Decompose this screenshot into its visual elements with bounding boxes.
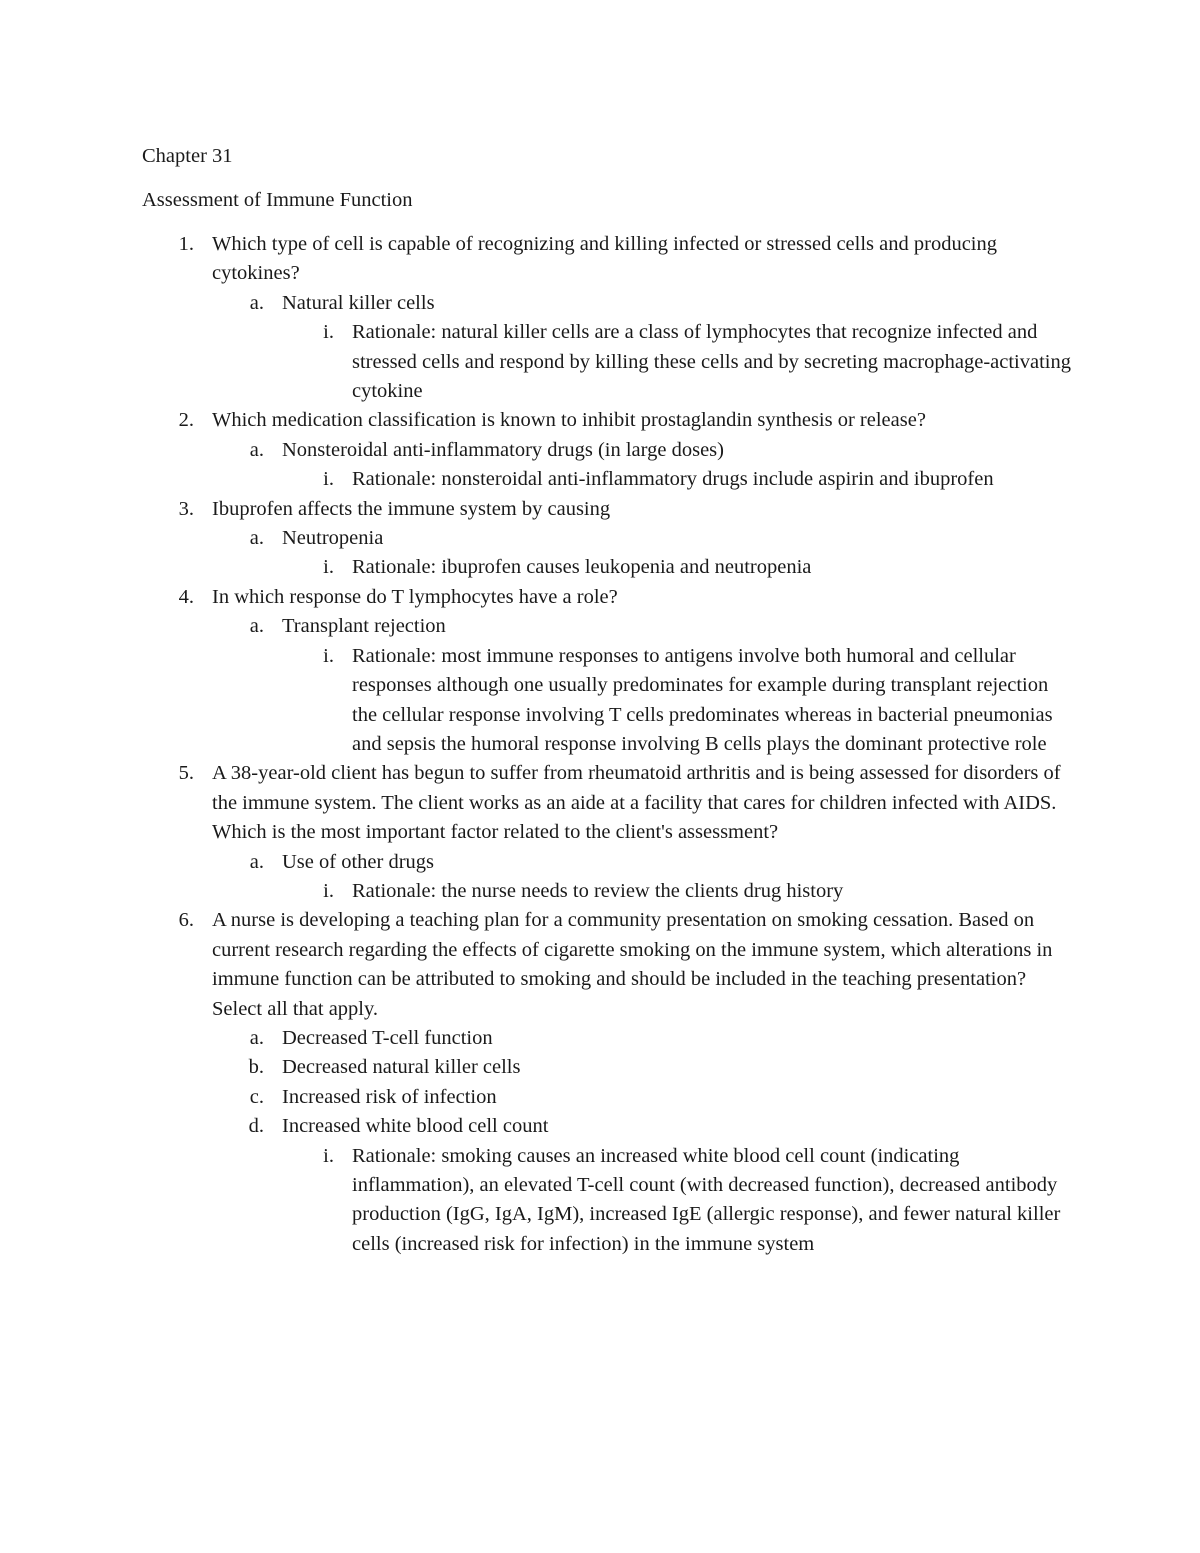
rationale-marker: i. [323,321,334,344]
question-text: Which medication classification is known to inhibit prostaglandin synthesis or release? [212,409,926,432]
rationale-item [282,877,1072,906]
question-number: 6. [178,909,194,932]
rationale-item [282,553,1072,582]
answer-item [212,1083,1072,1112]
question-text: In which response do T lymphocytes have a role? [212,585,618,608]
question-item [142,230,1072,289]
answer-letter: d. [248,1115,264,1138]
answer-text: Increased white blood cell count [282,1115,549,1138]
rationale-marker: i. [323,1144,334,1167]
answer-text: Decreased T-cell function [282,1026,493,1049]
rationale-text: Rationale: natural killer cells are a class of lymphocytes that recognize infected and stressed cells and respond by killing these cells and by secreting macrophage-activating cytokine [352,321,1071,403]
answer-text: Transplant rejection [282,615,446,638]
answer-text: Increased risk of infection [282,1085,497,1108]
question-number: 3. [178,497,194,520]
answer-text: Decreased natural killer cells [282,1056,521,1079]
answer-text: Natural killer cells [282,291,435,314]
answer-item [212,1024,1072,1053]
answer-item [212,436,1072,465]
question-number: 1. [178,233,194,255]
answer-letter: a. [249,850,264,873]
answer-item [212,1112,1072,1141]
question-item [142,406,1072,435]
document-title: Assessment of Immune Function [142,189,413,211]
rationale-text: Rationale: most immune responses to antigens involve both humoral and cellular responses although one usually predominates for example during transplant rejection the cellular response involving T cells predominates whereas in bacterial pneumonias and sepsis the humoral response involving B cells plays the dominant protective role [352,644,1053,755]
rationale-text: Rationale: ibuprofen causes leukopenia and neutropenia [352,556,812,579]
question-list [142,230,1072,1259]
rationale-marker: i. [323,468,334,491]
question-number: 2. [178,409,194,432]
rationale-marker: i. [323,644,334,667]
answer-letter: a. [249,1026,264,1049]
answer-letter: a. [249,291,264,314]
answer-text: Neutropenia [282,527,384,550]
answer-letter: a. [249,615,264,638]
question-item [142,495,1072,524]
rationale-text: Rationale: the nurse needs to review the clients drug history [352,879,844,902]
question-text: Ibuprofen affects the immune system by causing [212,497,611,520]
question-item [142,906,1072,1024]
rationale-item [282,1142,1072,1260]
question-item [142,759,1072,847]
answer-item [212,1053,1072,1082]
rationale-item [282,642,1072,760]
answer-letter: a. [249,527,264,550]
answer-letter: b. [248,1056,264,1079]
rationale-text: Rationale: nonsteroidal anti-inflammatory drugs include aspirin and ibuprofen [352,468,994,491]
question-item [142,583,1072,612]
rationale-marker: i. [323,879,334,902]
rationale-marker: i. [323,556,334,579]
question-text: A 38-year-old client has begun to suffer from rheumatoid arthritis and is being assessed for disorders of the immune system. The client works as an aide at a facility that cares for children infected with AIDS. Which is the most important factor related to the client's assessment? [212,762,1061,844]
question-number: 5. [178,762,194,785]
answer-letter: c. [249,1085,264,1108]
chapter-heading: Chapter 31 [142,145,233,167]
answer-item [212,612,1072,641]
answer-text: Use of other drugs [282,850,435,873]
rationale-text: Rationale: smoking causes an increased white blood cell count (indicating inflammation), an elevated T-cell count (with decreased function), decreased antibody production (IgG, IgA, IgM), increased IgE (allergic response), and fewer natural killer cells (increased risk for infection) in the immune system [352,1144,1061,1255]
question-text: A nurse is developing a teaching plan for a community presentation on smoking cessation. Based on current research regarding the effects of cigarette smoking on the immune system, which alterations in immune function can be attributed to smoking and should be included in the teaching presentation? Select all that apply. [212,909,1053,1020]
rationale-item [282,465,1072,494]
answer-item [212,289,1072,318]
answer-item [212,848,1072,877]
question-number: 4. [178,585,194,608]
rationale-item [282,318,1072,406]
question-text: Which type of cell is capable of recognizing and killing infected or stressed cells and producing cytokines? [212,233,997,285]
answer-letter: a. [249,438,264,461]
answer-item [212,524,1072,553]
answer-text: Nonsteroidal anti-inflammatory drugs (in large doses) [282,438,724,461]
